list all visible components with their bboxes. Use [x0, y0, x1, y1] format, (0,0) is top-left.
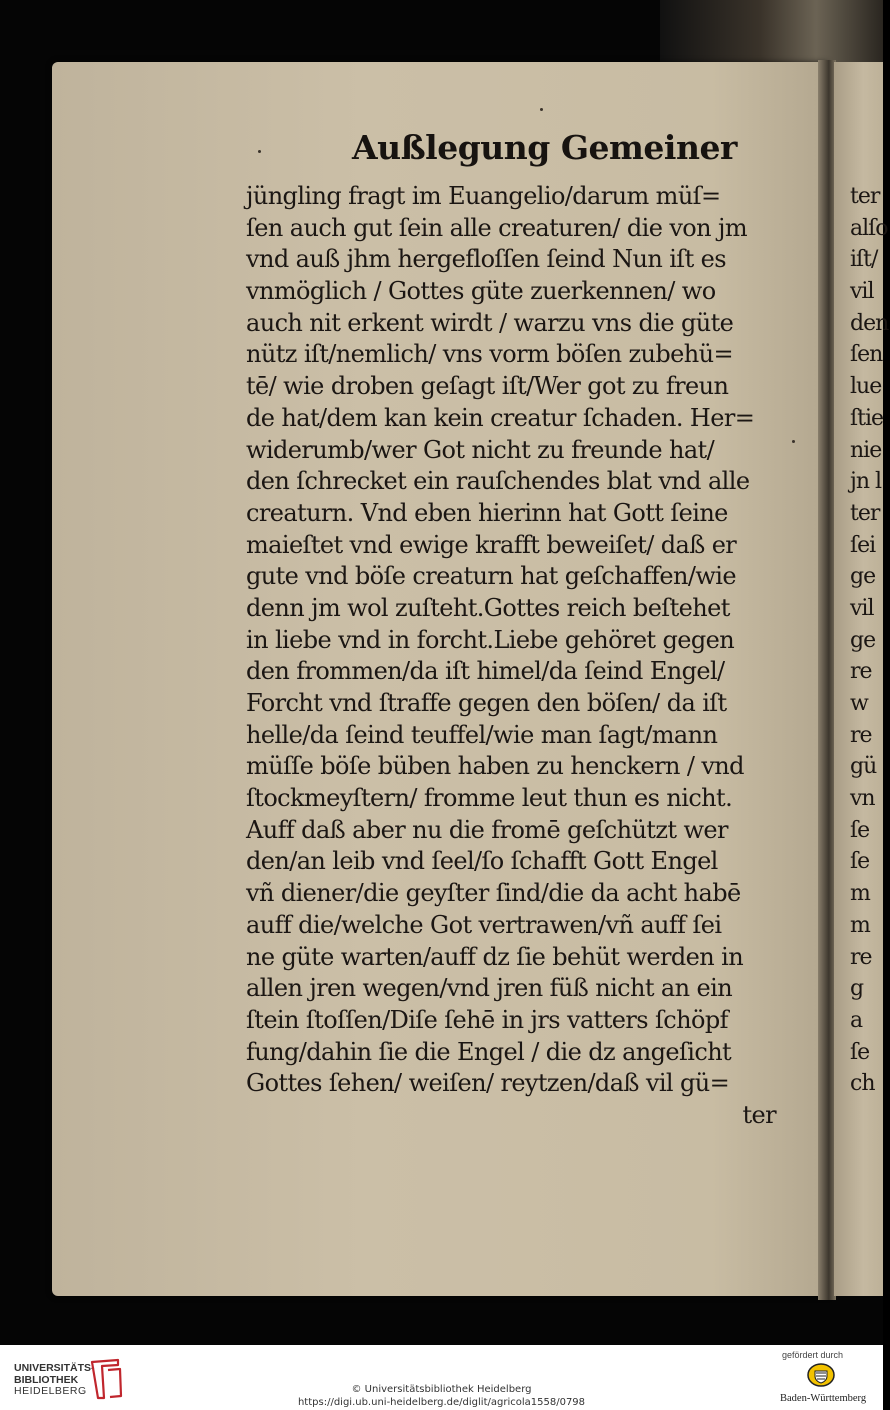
right-page-fragment: ge: [850, 564, 876, 590]
baden-wuerttemberg-crest-icon: [806, 1362, 836, 1388]
sponsor-label: gefördert durch: [781, 1350, 843, 1360]
right-page-fragment: m: [850, 912, 870, 938]
right-page-fragment: w: [850, 691, 868, 716]
book-binding: [660, 0, 883, 70]
text-line: helle/da ſeind teuffel/wie man ſagt/mann: [246, 720, 718, 749]
right-page-fragment: ſen: [850, 342, 883, 368]
right-page-fragment: re: [850, 944, 872, 970]
text-line: fung/dahin ſie die Engel / die dz angeſicht: [246, 1037, 732, 1066]
text-line: jüngling fragt im Euangelio/darum müſ=: [246, 182, 721, 210]
right-page-fragment: re: [850, 659, 872, 685]
text-line: auff die/welche Got vertrawen/vñ auff ſei: [246, 910, 722, 939]
body-text: [246, 181, 806, 1132]
text-line: Forcht vnd ſtraffe gegen den böſen/ da iſt: [246, 689, 727, 717]
text-line: ſen auch gut ſein alle creaturen/ die von jm: [246, 213, 748, 242]
right-page-fragment: lue: [850, 374, 882, 400]
text-line: denn jm wol zuſteht.Gottes reich beſtehet: [246, 593, 730, 622]
text-line: tē/ wie droben geſagt iſt/Wer got zu freun: [246, 372, 729, 401]
text-line: auch nit erkent wirdt / warzu vns die güte: [246, 308, 734, 337]
text-line: vñ diener/die geyſter ſind/die da acht habē: [246, 879, 741, 908]
text-line: den/an leib vnd ſeel/ſo ſchafft Gott Engel: [246, 847, 718, 876]
ink-speck: [258, 150, 261, 153]
library-name-line: UNIVERSITÄTS-: [14, 1362, 95, 1374]
right-page-fragment: g: [850, 976, 864, 1002]
library-name-line: BIBLIOTHEK: [14, 1373, 79, 1386]
text-line: widerumb/wer Got nicht zu freunde hat/: [246, 435, 715, 464]
text-line: vnmöglich / Gottes güte zuerkennen/ wo: [246, 277, 716, 306]
right-page-fragment: gü: [850, 754, 877, 780]
text-line: maieſtet vnd ewige krafft beweiſet/ daß er: [246, 530, 737, 559]
right-page-fragment: jn l: [850, 469, 882, 495]
text-line: creaturn. Vnd eben hierinn hat Gott ſeine: [246, 498, 728, 527]
library-logo-icon: [88, 1356, 124, 1402]
right-page-fragment: ſtie: [850, 405, 884, 431]
right-page-fragment: a: [850, 1007, 863, 1033]
text-line: gute vnd böſe creaturn hat geſchaffen/wie: [246, 562, 736, 591]
text-line: vnd auß jhm hergefloſſen ſeind Nun iſt es: [246, 245, 726, 274]
text-line: ne güte warten/auff dz ſie behüt werden in: [246, 942, 744, 971]
right-page-fragment: ſe: [850, 1039, 870, 1065]
right-page-text-fragments: [850, 181, 890, 1100]
right-page-fragment: den: [850, 310, 889, 336]
ink-speck: [540, 108, 543, 111]
right-page-fragment: ter: [850, 500, 880, 526]
running-headline: Außlegung Gemeiner: [352, 128, 737, 167]
right-page-fragment: re: [850, 722, 872, 748]
right-page-fragment: vn: [850, 786, 875, 812]
right-page-fragment: m: [850, 881, 870, 907]
right-page-fragment: vil: [850, 595, 874, 621]
right-page-fragment: ter: [850, 184, 880, 209]
right-page-fragment: vil: [850, 279, 874, 305]
text-line: müſſe böſe büben haben zu henckern / vnd: [246, 752, 744, 781]
copyright-notice: © Universitätsbibliothek Heidelberg: [351, 1384, 532, 1395]
catchword: ter: [742, 1100, 776, 1129]
library-name-line: HEIDELBERG: [14, 1385, 87, 1397]
text-line: ſtein ſtoſſen/Diſe ſehē in jrs vatters ſchöpf: [246, 1005, 728, 1034]
permalink-url[interactable]: https://digi.ub.uni-heidelberg.de/diglit/agricola1558/0798: [297, 1397, 586, 1408]
right-page-fragment: ge: [850, 627, 876, 653]
text-line: in liebe vnd in forcht.Liebe gehöret gegen: [246, 625, 735, 654]
text-line: Auff daß aber nu die fromē geſchützt wer: [246, 815, 728, 844]
right-page-fragment: iſt/: [850, 247, 878, 273]
right-page-fragment: ſei: [850, 532, 876, 558]
text-line: de hat/dem kan kein creatur ſchaden. Her=: [246, 403, 755, 432]
right-page-fragment: alſo: [850, 215, 888, 241]
sponsor-name: Baden-Württemberg: [780, 1393, 867, 1404]
text-line: den ſchrecket ein rauſchendes blat vnd alle: [246, 467, 750, 496]
right-page-fragment: nie: [850, 437, 882, 463]
text-line: allen jren wegen/vnd jren füß nicht an ein: [246, 974, 733, 1003]
right-page-fragment: ch: [850, 1071, 875, 1097]
text-line: den frommen/da iſt himel/da ſeind Engel/: [246, 657, 725, 686]
right-page-fragment: ſe: [850, 849, 870, 875]
right-page-fragment: ſe: [850, 817, 870, 843]
text-line: nütz iſt/nemlich/ vns vorm böſen zubehü=: [246, 340, 734, 369]
text-line: ſtockmeyſtern/ fromme leut thun es nicht.: [246, 784, 733, 813]
text-line: Gottes ſehen/ weiſen/ reytzen/daß vil gü=: [246, 1069, 730, 1098]
